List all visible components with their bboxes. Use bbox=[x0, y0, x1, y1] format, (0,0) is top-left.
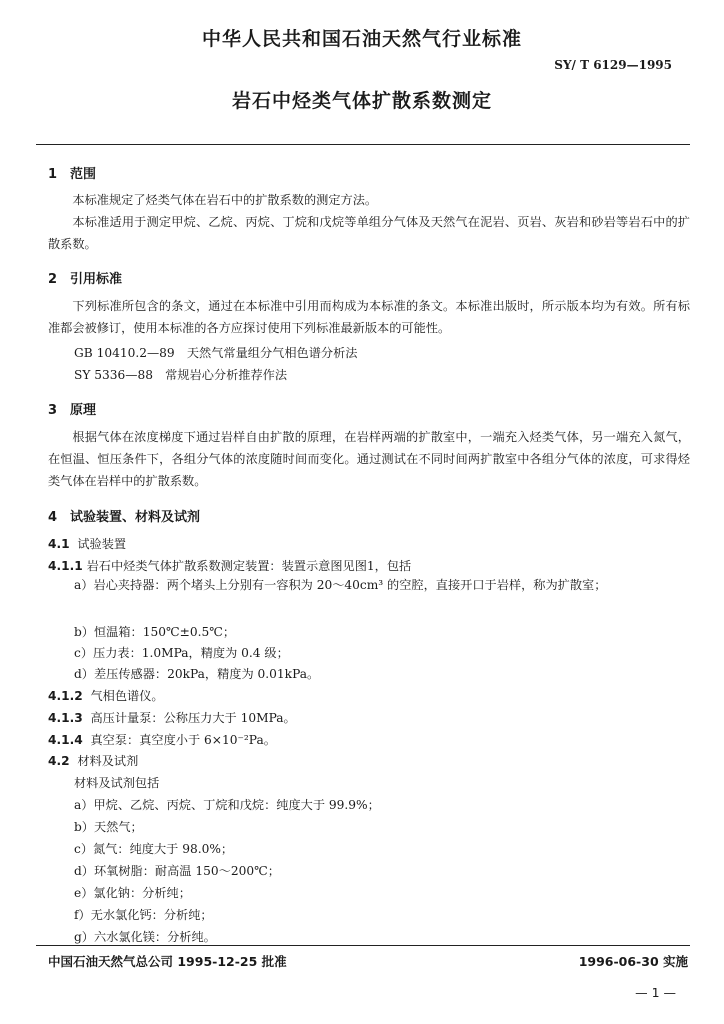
section-number: 2 bbox=[48, 272, 58, 287]
section-title: 试验装置、材料及试剂 bbox=[70, 510, 201, 525]
section-1-heading bbox=[48, 163, 96, 182]
material-a: a）甲烷、乙烷、丙烷、丁烷和戊烷：纯度大于 99.9%； bbox=[74, 798, 380, 812]
approval-line: 中国石油天然气总公司 1995-12-25 批准 bbox=[48, 954, 287, 969]
material-e: e）氯化钠：分析纯； bbox=[74, 886, 191, 900]
subsection-4-1 bbox=[48, 535, 126, 552]
reference-sy-5336: SY 5336—88 常规岩心分析推荐作法 bbox=[74, 368, 288, 382]
subsection-number: 4.1 bbox=[48, 537, 70, 551]
material-c: c）氮气：纯度大于 98.0%； bbox=[74, 842, 234, 856]
section-1-paragraph-1: 本标准规定了烃类气体在岩石中的扩散系数的测定方法。 bbox=[72, 193, 378, 207]
section-title: 引用标准 bbox=[70, 272, 123, 287]
standard-code: SY/ T 6129—1995 bbox=[554, 58, 672, 72]
subsection-number: 4.1.4 bbox=[48, 733, 83, 747]
subsection-title: 试验装置 bbox=[77, 537, 127, 551]
item-4-1-1-b: b）恒温箱：150℃±0.5℃； bbox=[74, 625, 236, 639]
subsection-number: 4.1.1 bbox=[48, 559, 83, 573]
subsection-4-1-4 bbox=[48, 731, 276, 748]
section-number: 1 bbox=[48, 167, 58, 182]
material-f: f）无水氯化钙：分析纯； bbox=[74, 908, 213, 922]
subsection-4-1-3 bbox=[48, 709, 296, 726]
section-1-paragraph-2: 本标准适用于测定甲烷、乙烷、丙烷、丁烷和戊烷等单组分气体及天然气在泥岩、页岩、灰岩和砂岩等岩石中的扩散系数。 bbox=[48, 215, 690, 251]
section-title: 范围 bbox=[70, 167, 97, 182]
section-number: 4 bbox=[48, 510, 58, 525]
section-4-heading bbox=[48, 506, 200, 525]
footer-divider bbox=[36, 945, 690, 946]
section-3-paragraph-1: 根据气体在浓度梯度下通过岩样自由扩散的原理，在岩样两端的扩散室中，一端充入烃类气体，另一端充入氮气，在恒温、恒压条件下，各组分气体的浓度随时间而变化。通过测试在不同时间两扩散室中各组分气体的浓度，可求得烃类气体在岩样中的扩散系数。 bbox=[48, 430, 690, 488]
material-g: g）六水氯化镁：分析纯。 bbox=[74, 930, 216, 944]
section-2-heading bbox=[48, 268, 122, 287]
subsection-text: 岩石中烃类气体扩散系数测定装置：装置示意图见图1，包括 bbox=[86, 559, 412, 573]
item-4-1-1-c: c）压力表：1.0MPa，精度为 0.4 级； bbox=[74, 646, 289, 660]
subsection-text: 高压计量泵：公称压力大于 10MPa。 bbox=[90, 711, 296, 725]
section-title: 原理 bbox=[70, 403, 97, 418]
subsection-text: 气相色谱仪。 bbox=[90, 689, 164, 703]
item-4-1-1-a: a）岩心夹持器：两个堵头上分别有一容积为 20～40cm³ 的空腔，直接开口于岩样，称为扩散室； bbox=[74, 578, 607, 592]
effective-date: 1996-06-30 实施 bbox=[578, 954, 688, 969]
subsection-title: 材料及试剂 bbox=[77, 754, 139, 768]
document-title: 岩石中烃类气体扩散系数测定 bbox=[231, 90, 492, 112]
subsection-number: 4.2 bbox=[48, 754, 70, 768]
page-number: — 1 — bbox=[635, 985, 676, 1000]
material-d: d）环氧树脂：耐高温 150～200℃； bbox=[74, 864, 280, 878]
subsection-text: 真空泵：真空度小于 6×10⁻²Pa。 bbox=[90, 733, 276, 747]
reference-gb-10410: GB 10410.2—89 天然气常量组分气相色谱分析法 bbox=[74, 346, 358, 360]
header-divider bbox=[36, 144, 690, 145]
section-number: 3 bbox=[48, 403, 58, 418]
subsection-number: 4.1.2 bbox=[48, 689, 83, 703]
section-2-paragraph-1: 下列标准所包含的条文，通过在本标准中引用而构成为本标准的条文。本标准出版时，所示版本均为有效。所有标准都会被修订，使用本标准的各方应探讨使用下列标准最新版本的可能性。 bbox=[48, 299, 690, 335]
materials-intro: 材料及试剂包括 bbox=[74, 776, 160, 790]
item-4-1-1-d: d）差压传感器：20kPa，精度为 0.01kPa。 bbox=[74, 667, 320, 681]
industry-standard-title: 中华人民共和国石油天然气行业标准 bbox=[201, 28, 522, 50]
subsection-number: 4.1.3 bbox=[48, 711, 83, 725]
subsection-4-1-2 bbox=[48, 687, 164, 704]
section-3-heading bbox=[48, 399, 96, 418]
subsection-4-1-1 bbox=[48, 557, 411, 574]
material-b: b）天然气； bbox=[74, 820, 143, 834]
subsection-4-2 bbox=[48, 752, 138, 769]
